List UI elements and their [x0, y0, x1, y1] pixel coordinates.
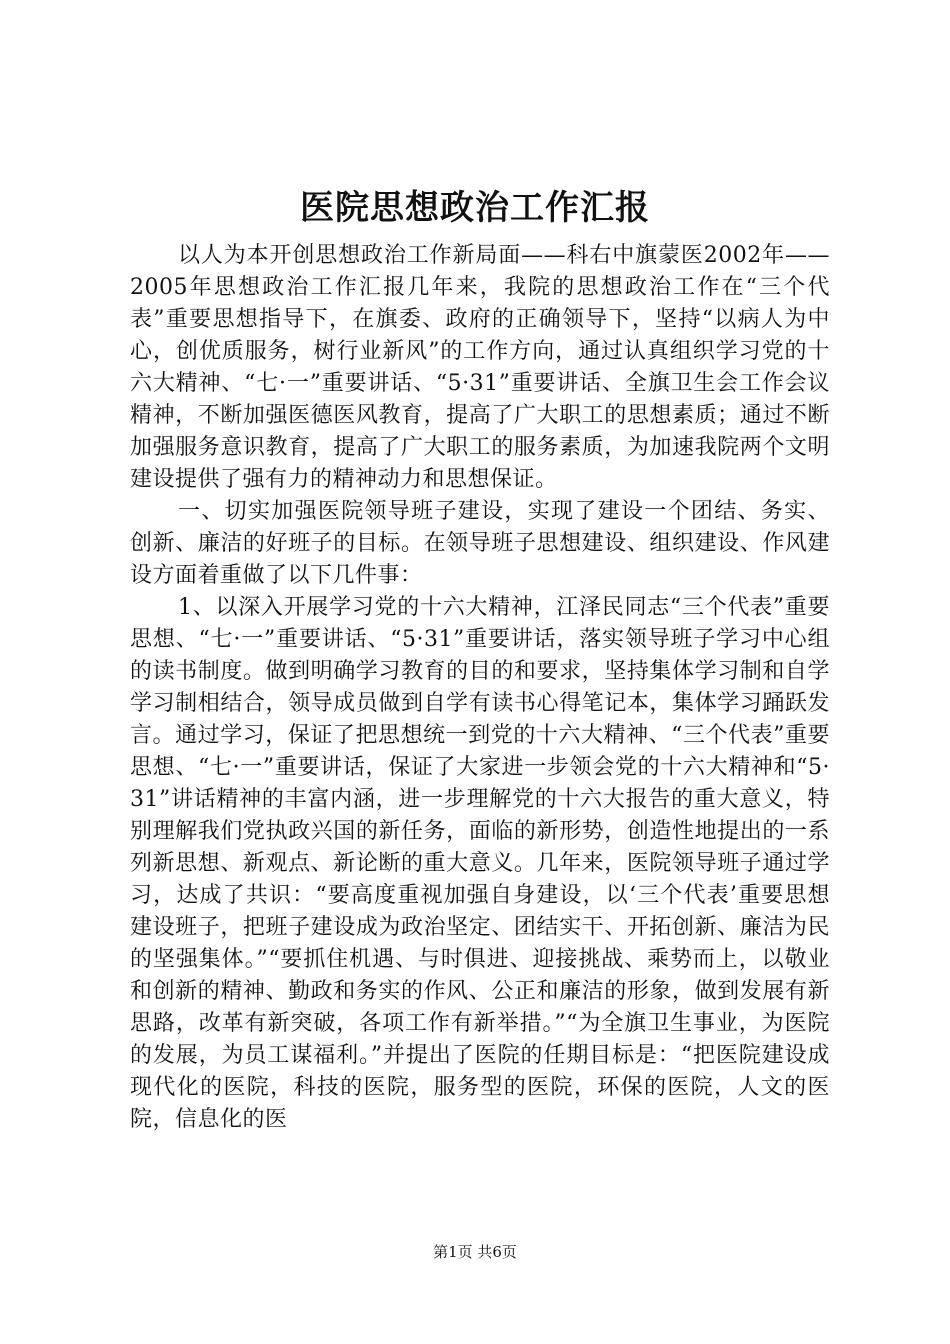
- paragraph-section-one: 一、切实加强医院领导班子建设，实现了建设一个团结、务实、创新、廉洁的好班子的目标。在领导班子思想建设、组织建设、作风建设方面着重做了以下几件事：: [130, 499, 830, 588]
- document-title: 医院思想政治工作汇报: [300, 188, 650, 228]
- paragraph-intro: 以人为本开创思想政治工作新局面——科右中旗蒙医2002年——2005年思想政治工作汇报几年来，我院的思想政治工作在“三个代表”重要思想指导下，在旗委、政府的正确领导下，坚持“以病人为中心，创优质服务，树行业新风”的工作方向，通过认真组织学习党的十六大精神、“七·一”重要讲话、“5·31”重要讲话、全旗卫生会工作会议精神，不断加强医德医风教育，提高了广大职工的思想素质；通过不断加强服务意识教育，提高了广大职工的服务素质，为加速我院两个文明建设提供了强有力的精神动力和思想保证。: [130, 243, 830, 492]
- document-body: [130, 240, 830, 1136]
- paragraph-item-one: 1、以深入开展学习党的十六大精神，江泽民同志“三个代表”重要思想、“七·一”重要讲话、“5·31”重要讲话，落实领导班子学习中心组的读书制度。做到明确学习教育的目的和要求，坚持集体学习制和自学学习制相结合，领导成员做到自学有读书心得笔记本，集体学习踊跃发言。通过学习，保证了把思想统一到党的十六大精神、“三个代表”重要思想、“七·一”重要讲话，保证了大家进一步领会党的十六大精神和“5·31”讲话精神的丰富内涵，进一步理解党的十六大报告的重大意义，特别理解我们党执政兴国的新任务，面临的新形势，创造性地提出的一系列新思想、新观点、新论断的重大意义。几年来，医院领导班子通过学习，达成了共识：“要高度重视加强自身建设，以‘三个代表’重要思想建设班子，把班子建设成为政治坚定、团结实干、开拓创新、廉洁为民的坚强集体。”“要抓住机遇、与时俱进、迎接挑战、乘势而上，以敬业和创新的精神、勤政和务实的作风、公正和廉洁的形象，做到发展有新思路，改革有新突破，各项工作有新举措。”“为全旗卫生事业，为医院的发展，为员工谋福利。”并提出了医院的任期目标是：“把医院建设成现代化的医院，科技的医院，服务型的医院，环保的医院，人文的医院，信息化的医: [130, 595, 830, 1132]
- page-number-footer: 第1页 共6页: [433, 1243, 517, 1261]
